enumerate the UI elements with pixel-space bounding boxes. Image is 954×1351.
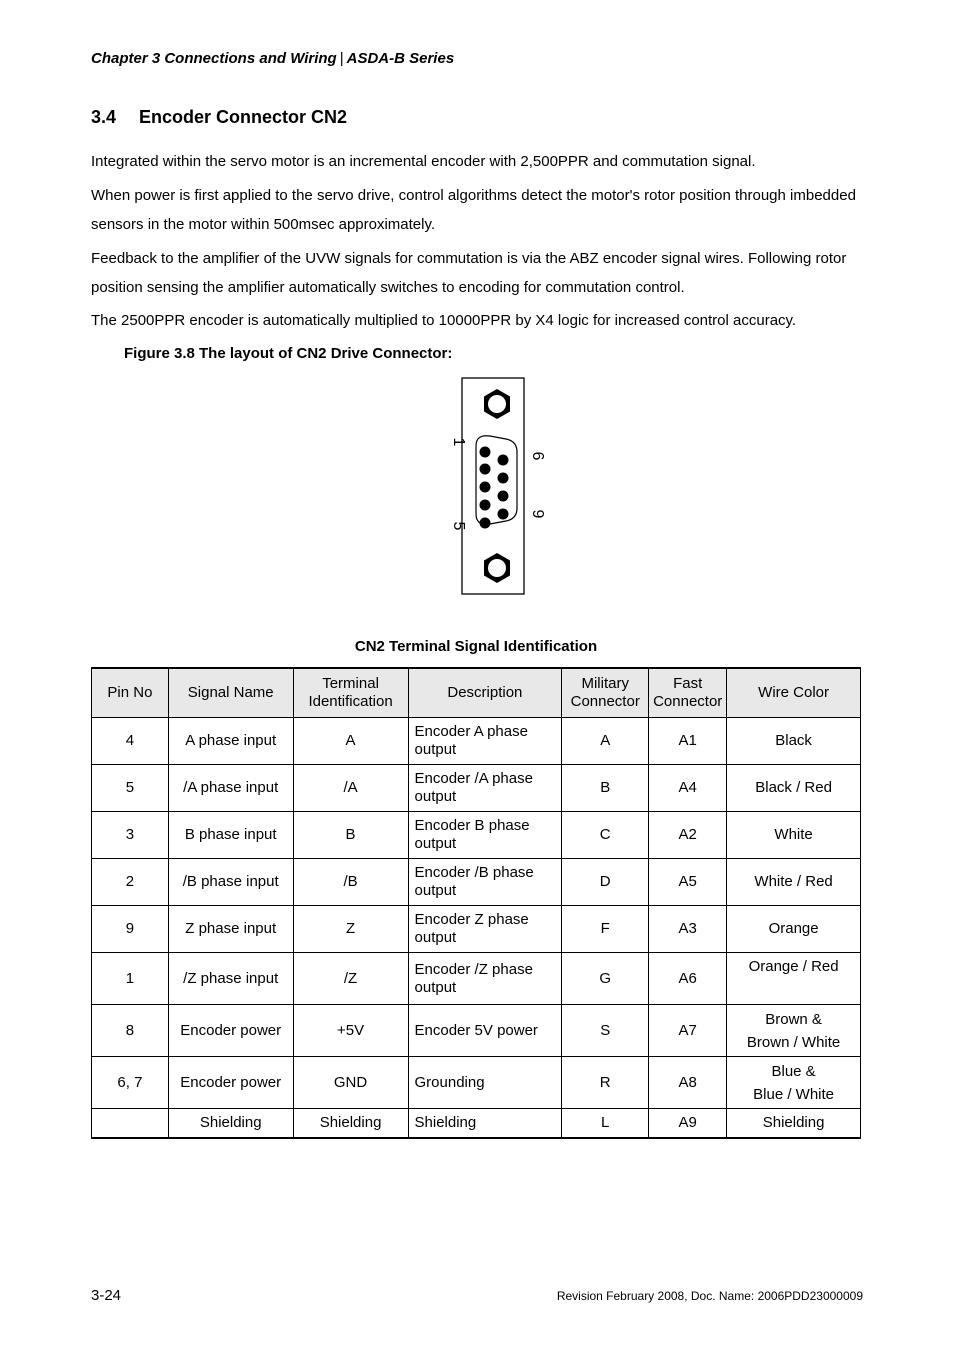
- cell-fast: A3: [649, 906, 727, 953]
- table-row: [92, 1109, 861, 1139]
- cell-description: Encoder B phase output: [408, 812, 562, 859]
- pin-8: [498, 491, 509, 502]
- cell-military: C: [562, 812, 649, 859]
- header-wire-color: Wire Color: [727, 668, 861, 718]
- cell-terminal: B: [293, 812, 408, 859]
- cell-signal: Encoder power: [168, 1057, 293, 1109]
- cell-military: R: [562, 1057, 649, 1109]
- pin-label-5: 5: [450, 521, 467, 531]
- cell-description: Grounding: [408, 1057, 562, 1109]
- cell-pin: 4: [92, 718, 169, 765]
- paragraph-2: When power is first applied to the servo drive, control algorithms detect the motor's rotor position through imbedded sensors in the motor within 500msec approximately.: [91, 187, 856, 233]
- pin-4: [480, 500, 491, 511]
- cell-signal: A phase input: [168, 718, 293, 765]
- cell-signal: /B phase input: [168, 859, 293, 906]
- cell-wire: Blue & Blue / White: [727, 1057, 861, 1109]
- cell-signal: Encoder power: [168, 1005, 293, 1057]
- paragraph-3: Feedback to the amplifier of the UVW signals for commutation is via the ABZ encoder signal wires. Following rotor position sensing the amplifier automatically switches to encoding for commutation control.: [91, 250, 847, 296]
- header-separator: |: [339, 50, 344, 67]
- cell-wire: Orange / Red: [727, 953, 861, 1005]
- cell-terminal: /A: [293, 765, 408, 812]
- cell-description: Encoder /B phase output: [408, 859, 562, 906]
- pin-label-9: 9: [529, 509, 546, 519]
- header-chapter: Chapter 3 Connections and Wiring: [91, 50, 337, 67]
- cell-fast: A8: [649, 1057, 727, 1109]
- cn2-connector-diagram: [440, 376, 560, 598]
- table-row: [92, 765, 861, 812]
- cell-military: A: [562, 718, 649, 765]
- header-pin-no: Pin No: [92, 668, 169, 718]
- header-series: ASDA-B Series: [346, 50, 455, 67]
- cell-description: Shielding: [408, 1109, 562, 1139]
- pin-label-6: 6: [529, 451, 546, 461]
- cn2-signal-table: [91, 667, 861, 1139]
- cell-pin: 2: [92, 859, 169, 906]
- table-header-row: [92, 668, 861, 718]
- header-military-connector: Military Connector: [562, 668, 649, 718]
- section-title: Encoder Connector CN2: [139, 107, 348, 127]
- cell-fast: A5: [649, 859, 727, 906]
- cell-fast: A1: [649, 718, 727, 765]
- cell-terminal: /Z: [293, 953, 408, 1005]
- cell-military: S: [562, 1005, 649, 1057]
- cell-wire: White / Red: [727, 859, 861, 906]
- cell-fast: A6: [649, 953, 727, 1005]
- cell-pin: 3: [92, 812, 169, 859]
- cell-signal: /Z phase input: [168, 953, 293, 1005]
- cell-wire: Black: [727, 718, 861, 765]
- pin-3: [480, 482, 491, 493]
- cell-terminal: Z: [293, 906, 408, 953]
- cell-terminal: A: [293, 718, 408, 765]
- table-row: [92, 1005, 861, 1057]
- cell-signal: B phase input: [168, 812, 293, 859]
- cell-description: Encoder Z phase output: [408, 906, 562, 953]
- pin-7: [498, 473, 509, 484]
- paragraph-4: The 2500PPR encoder is automatically multiplied to 10000PPR by X4 logic for increased control accuracy.: [91, 312, 797, 329]
- cell-description: Encoder /Z phase output: [408, 953, 562, 1005]
- cell-military: B: [562, 765, 649, 812]
- cell-description: Encoder A phase output: [408, 718, 562, 765]
- cell-wire: Orange: [727, 906, 861, 953]
- pin-9: [498, 509, 509, 520]
- page-header: [91, 50, 454, 67]
- cell-terminal: /B: [293, 859, 408, 906]
- cell-terminal: Shielding: [293, 1109, 408, 1139]
- cell-pin: 6, 7: [92, 1057, 169, 1109]
- table-row: [92, 859, 861, 906]
- cell-pin: 5: [92, 765, 169, 812]
- cell-description: Encoder 5V power: [408, 1005, 562, 1057]
- pin-1: [480, 447, 491, 458]
- cell-pin: 1: [92, 953, 169, 1005]
- section-heading: [91, 107, 347, 128]
- table-row: [92, 906, 861, 953]
- table-row: [92, 953, 861, 1005]
- section-number: 3.4: [91, 107, 117, 127]
- header-terminal-id: Terminal Identification: [293, 668, 408, 718]
- cell-wire: Black / Red: [727, 765, 861, 812]
- cell-signal: /A phase input: [168, 765, 293, 812]
- cell-pin: [92, 1109, 169, 1139]
- cell-terminal: GND: [293, 1057, 408, 1109]
- page-number: 3-24: [91, 1287, 122, 1304]
- cell-wire: Brown & Brown / White: [727, 1005, 861, 1057]
- cell-fast: A2: [649, 812, 727, 859]
- table-row: [92, 812, 861, 859]
- pin-5: [480, 518, 491, 529]
- header-fast-connector: Fast Connector: [649, 668, 727, 718]
- header-description: Description: [408, 668, 562, 718]
- table-row: [92, 1057, 861, 1109]
- cell-wire: Shielding: [727, 1109, 861, 1139]
- cell-military: G: [562, 953, 649, 1005]
- cell-fast: A4: [649, 765, 727, 812]
- cell-military: L: [562, 1109, 649, 1139]
- cell-signal: Shielding: [168, 1109, 293, 1139]
- cell-wire: White: [727, 812, 861, 859]
- pin-6: [498, 455, 509, 466]
- cell-fast: A7: [649, 1005, 727, 1057]
- pin-label-1: 1: [450, 437, 467, 447]
- cell-terminal: +5V: [293, 1005, 408, 1057]
- table-title: CN2 Terminal Signal Identification: [354, 638, 598, 655]
- cell-pin: 9: [92, 906, 169, 953]
- cell-signal: Z phase input: [168, 906, 293, 953]
- cell-fast: A9: [649, 1109, 727, 1139]
- cell-military: F: [562, 906, 649, 953]
- pin-2: [480, 464, 491, 475]
- revision-note: Revision February 2008, Doc. Name: 2006PDD23000009: [556, 1289, 863, 1303]
- header-signal-name: Signal Name: [168, 668, 293, 718]
- cell-description: Encoder /A phase output: [408, 765, 562, 812]
- cell-military: D: [562, 859, 649, 906]
- table-row: [92, 718, 861, 765]
- figure-caption: Figure 3.8 The layout of CN2 Drive Connector:: [124, 345, 453, 362]
- cell-pin: 8: [92, 1005, 169, 1057]
- paragraph-1: Integrated within the servo motor is an incremental encoder with 2,500PPR and commutation signal.: [91, 153, 756, 170]
